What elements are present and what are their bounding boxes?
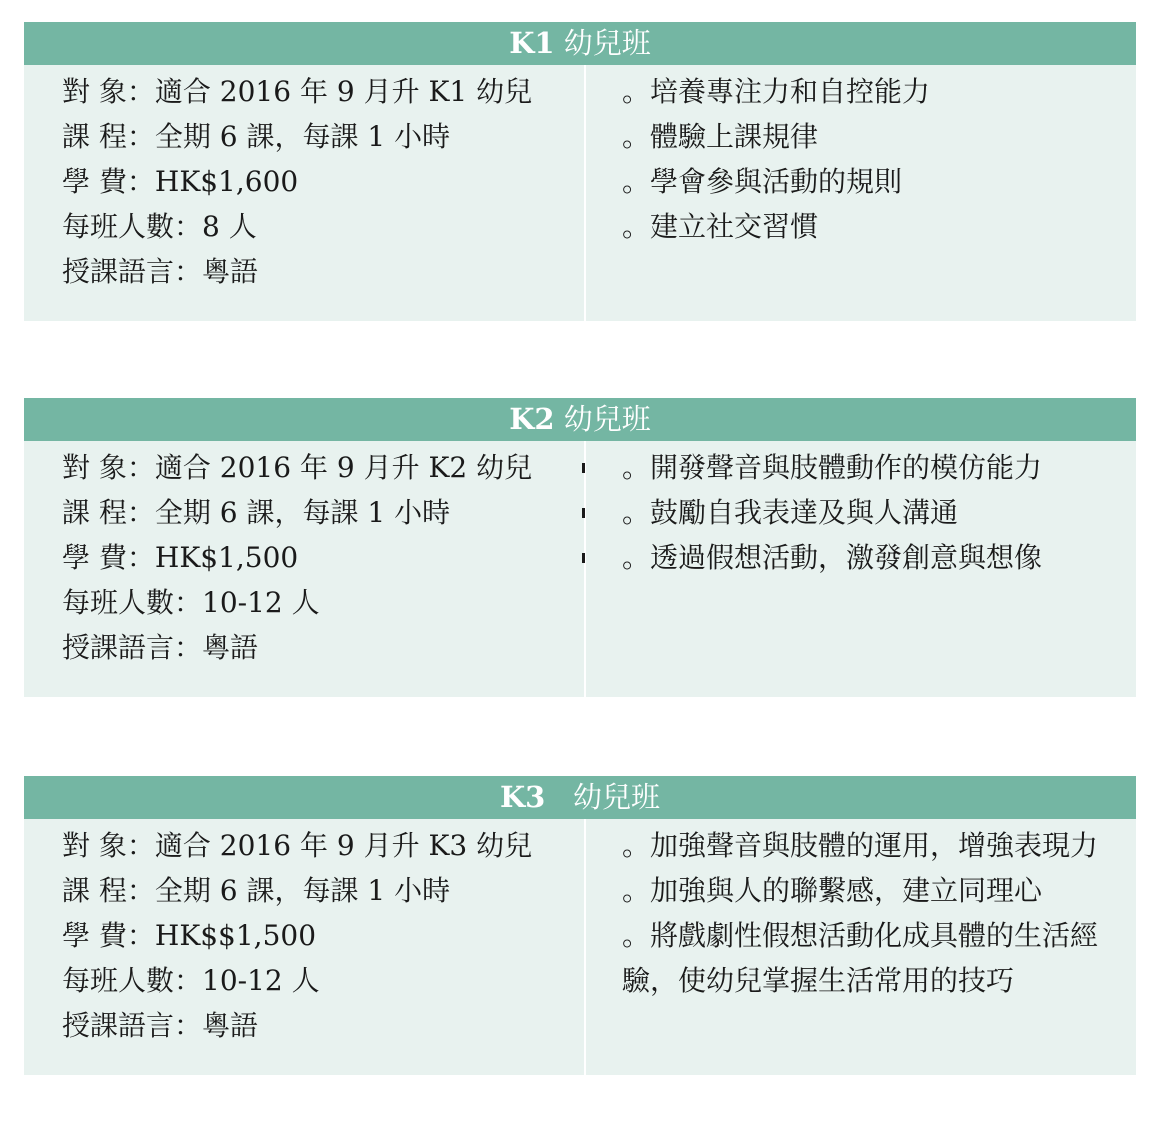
class-code: K1 xyxy=(509,26,555,60)
k2-class-card xyxy=(24,398,1136,697)
class-title: 幼兒班 xyxy=(554,402,651,436)
card-header xyxy=(24,776,1136,819)
class-goals xyxy=(622,823,1102,1003)
card-header xyxy=(24,22,1136,65)
detail-class-size: 每班人數：10-12 人 xyxy=(62,586,320,619)
detail-class-size: 每班人數：8 人 xyxy=(62,210,257,243)
detail-course: 課 程：全期 6 課，每課 1 小時 xyxy=(62,120,451,153)
class-goals xyxy=(622,445,1112,580)
goal-item: 。透過假想活動，激發創意與想像 xyxy=(622,541,1043,574)
detail-fee: 學 費：HK$$1,500 xyxy=(62,919,317,952)
detail-fee: 學 費：HK$1,600 xyxy=(62,165,299,198)
detail-class-size: 每班人數：10-12 人 xyxy=(62,964,320,997)
class-code: K2 xyxy=(509,402,555,436)
class-details xyxy=(62,445,582,670)
goal-item: 。開發聲音與肢體動作的模仿能力 xyxy=(622,451,1043,484)
goal-item: 。鼓勵自我表達及與人溝通 xyxy=(622,496,959,529)
detail-target: 對 象：適合 2016 年 9 月升 K2 幼兒 xyxy=(62,451,533,484)
card-body xyxy=(24,65,1136,321)
goal-item: 。加強聲音與肢體的運用，增強表現力 xyxy=(622,829,1099,862)
card-header xyxy=(24,398,1136,441)
class-details xyxy=(62,69,582,294)
k1-class-card xyxy=(24,22,1136,321)
goal-item: 。學會參與活動的規則 xyxy=(622,165,903,198)
bullet-mark xyxy=(582,463,585,473)
detail-language: 授課語言：粵語 xyxy=(62,631,259,664)
detail-fee: 學 費：HK$1,500 xyxy=(62,541,299,574)
detail-language: 授課語言：粵語 xyxy=(62,255,259,288)
goal-item: 。加強與人的聯繫感，建立同理心 xyxy=(622,874,1043,907)
card-body xyxy=(24,819,1136,1075)
k3-class-card xyxy=(24,776,1136,1075)
detail-course: 課 程：全期 6 課，每課 1 小時 xyxy=(62,874,451,907)
bullet-mark xyxy=(582,508,585,518)
class-title: 幼兒班 xyxy=(545,780,661,814)
detail-target: 對 象：適合 2016 年 9 月升 K1 幼兒 xyxy=(62,75,533,108)
class-code: K3 xyxy=(499,780,546,814)
column-divider xyxy=(584,441,586,697)
class-goals xyxy=(622,69,1112,249)
class-details xyxy=(62,823,582,1048)
goal-item: 。建立社交習慣 xyxy=(622,210,819,243)
detail-course: 課 程：全期 6 課，每課 1 小時 xyxy=(62,496,451,529)
detail-language: 授課語言：粵語 xyxy=(62,1009,259,1042)
column-divider xyxy=(584,65,586,321)
card-body xyxy=(24,441,1136,697)
detail-target: 對 象：適合 2016 年 9 月升 K3 幼兒 xyxy=(62,829,533,862)
goal-item: 。將戲劇性假想活動化成具體的生活經驗，使幼兒掌握生活常用的技巧 xyxy=(622,919,1099,997)
goal-item: 。體驗上課規律 xyxy=(622,120,819,153)
column-divider xyxy=(584,819,586,1075)
bullet-mark xyxy=(582,553,585,563)
class-title: 幼兒班 xyxy=(554,26,651,60)
goal-item: 。培養專注力和自控能力 xyxy=(622,75,931,108)
